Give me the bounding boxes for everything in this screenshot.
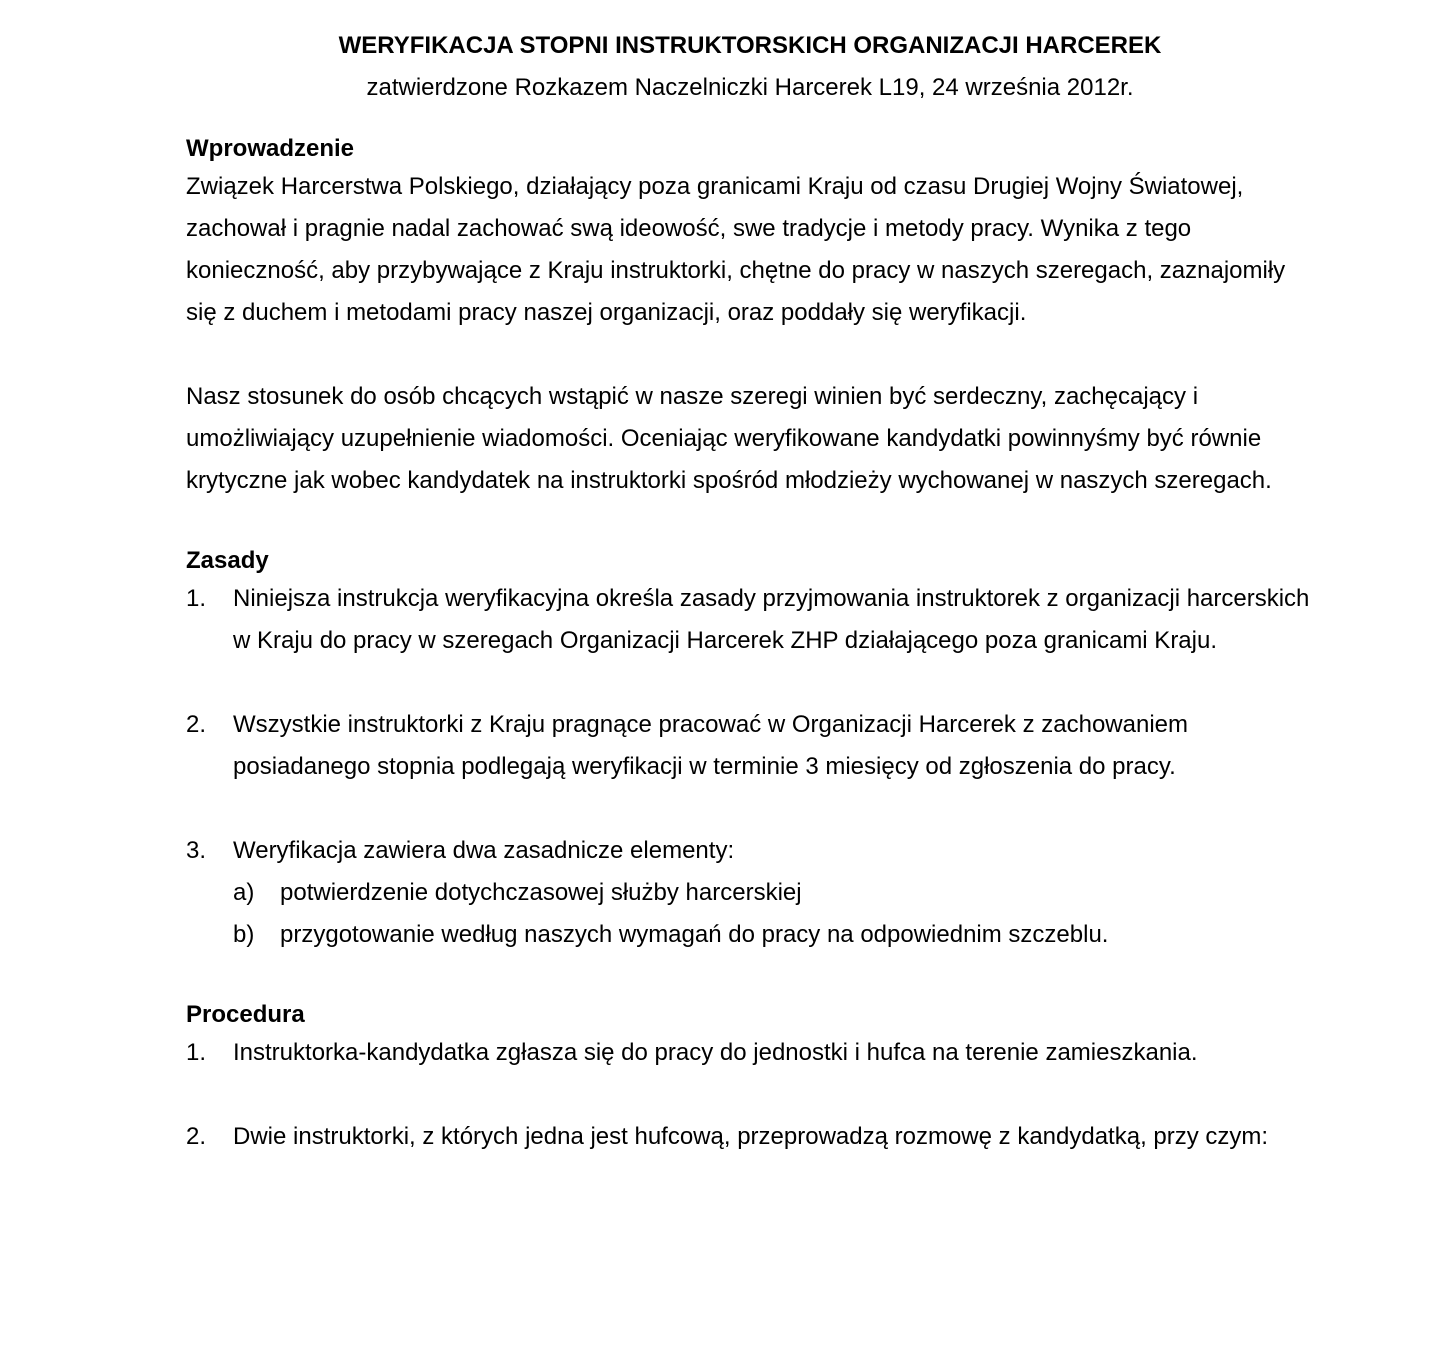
section-spacer <box>186 956 1316 998</box>
rules-subitem <box>233 914 1316 956</box>
rules-item-text: Wszystkie instruktorki z Kraju pragnące pracować w Organizacji Harcerek z zachowaniem posiadanego stopnia podlegają weryfikacji w terminie 3 miesięcy od zgłoszenia do pracy. <box>233 711 1189 780</box>
rules-item-number: 3. <box>186 837 207 864</box>
procedure-item <box>186 1116 1316 1158</box>
rules-item-number: 1. <box>186 585 207 612</box>
introduction-paragraph-1: Związek Harcerstwa Polskiego, działający poza granicami Kraju od czasu Drugiej Wojny Światowej, zachował i pragnie nadal zachować swą ideowość, swe tradycje i metody pracy. Wynika z tego konieczność, aby przybywające z Kraju instruktorki, chętne do pracy w naszych szeregach, zaznajomiły się z duchem i metodami pracy naszej organizacji, oraz poddały się weryfikacji. <box>186 173 1286 326</box>
rules-subitem <box>233 872 1316 914</box>
document-body <box>186 132 1316 1158</box>
rules-item-text: Weryfikacja zawiera dwa zasadnicze elementy: <box>233 837 735 864</box>
rules-subitem-letter: b) <box>233 921 255 948</box>
rules-list <box>186 578 1316 956</box>
rules-item <box>186 830 1316 956</box>
rules-heading: Zasady <box>186 547 269 574</box>
procedure-item-number: 1. <box>186 1039 207 1066</box>
procedure-section <box>186 998 1316 1158</box>
introduction-heading: Wprowadzenie <box>186 135 355 162</box>
introduction-paragraph-2: Nasz stosunek do osób chcących wstąpić w nasze szeregi winien być serdeczny, zachęcający i umożliwiający uzupełnienie wiadomości. Oceniając weryfikowane kandydatki powinnyśmy być równie krytyczne jak wobec kandydatek na instruktorki spośród młodzieży wychowanej w naszych szeregach. <box>186 383 1272 494</box>
rules-item-number: 2. <box>186 711 207 738</box>
rules-item-text: Niniejsza instrukcja weryfikacyjna określa zasady przyjmowania instruktorek z organizacji harcerskich w Kraju do pracy w szeregach Organizacji Harcerek ZHP działającego poza granicami Kraju. <box>233 585 1310 654</box>
procedure-item <box>186 1032 1316 1074</box>
document-title: WERYFIKACJA STOPNI INSTRUKTORSKICH ORGANIZACJI HARCEREK <box>338 32 1162 59</box>
rules-subitem-text: przygotowanie według naszych wymagań do pracy na odpowiednim szczeblu. <box>280 921 1109 948</box>
rules-item <box>186 704 1316 788</box>
procedure-heading: Procedura <box>186 1001 305 1028</box>
procedure-list <box>186 1032 1316 1158</box>
introduction-section <box>186 132 1316 502</box>
paragraph-spacer <box>186 334 1316 376</box>
rules-subitem-letter: a) <box>233 879 255 906</box>
document-subtitle: zatwierdzone Rozkazem Naczelniczki Harcerek L19, 24 września 2012r. <box>366 74 1134 101</box>
rules-section <box>186 544 1316 956</box>
rules-item <box>186 578 1316 662</box>
procedure-item-text: Instruktorka-kandydatka zgłasza się do pracy do jednostki i hufca na terenie zamieszkania. <box>233 1039 1198 1066</box>
rules-subitem-text: potwierdzenie dotychczasowej służby harcerskiej <box>280 879 802 906</box>
section-spacer <box>186 502 1316 544</box>
rules-sublist <box>233 872 1316 956</box>
procedure-item-text: Dwie instruktorki, z których jedna jest hufcową, przeprowadzą rozmowę z kandydatką, przy czym: <box>233 1123 1269 1150</box>
procedure-item-number: 2. <box>186 1123 207 1150</box>
